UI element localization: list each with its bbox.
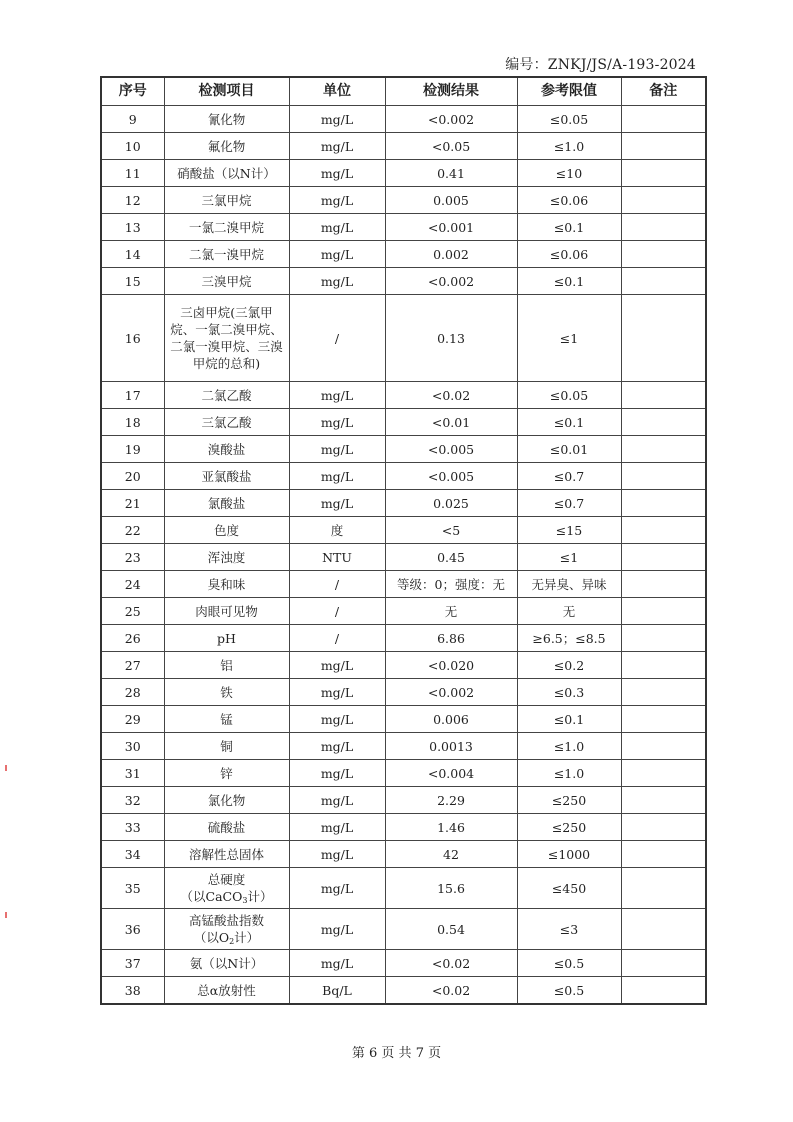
cell-item: 氰化物 (164, 106, 289, 133)
cell-item: 氨（以N计） (164, 950, 289, 977)
cell-result: <0.004 (385, 760, 517, 787)
cell-item: 一氯二溴甲烷 (164, 214, 289, 241)
table-row (101, 733, 706, 760)
table-row (101, 868, 706, 909)
cell-no: 28 (101, 679, 164, 706)
cell-limit: ≤0.06 (517, 187, 621, 214)
cell-note (621, 679, 706, 706)
subscript: 2 (229, 937, 235, 946)
cell-result: 0.002 (385, 241, 517, 268)
item-text: （以CaCO (180, 889, 243, 904)
cell-limit: ≤0.2 (517, 652, 621, 679)
cell-limit: ≤1 (517, 295, 621, 382)
cell-item: 氟化物 (164, 133, 289, 160)
cell-no: 19 (101, 436, 164, 463)
item-line: 三卤甲烷(三氯甲 (180, 305, 273, 320)
cell-limit: ≤0.3 (517, 679, 621, 706)
cell-item: 臭和味 (164, 571, 289, 598)
cell-limit: ≤0.7 (517, 490, 621, 517)
cell-item: 硝酸盐（以N计） (164, 160, 289, 187)
cell-limit: 无 (517, 598, 621, 625)
cell-result: 0.54 (385, 909, 517, 950)
cell-result: <0.001 (385, 214, 517, 241)
cell-item: 三溴甲烷 (164, 268, 289, 295)
cell-unit: mg/L (289, 268, 385, 295)
cell-unit: mg/L (289, 382, 385, 409)
cell-note (621, 733, 706, 760)
cell-unit: mg/L (289, 868, 385, 909)
cell-limit: ≤0.7 (517, 463, 621, 490)
cell-limit: ≤1.0 (517, 733, 621, 760)
table-row (101, 187, 706, 214)
cell-item: 二氯乙酸 (164, 382, 289, 409)
cell-item: 三氯甲烷 (164, 187, 289, 214)
cell-limit: ≤0.1 (517, 706, 621, 733)
cell-no: 37 (101, 950, 164, 977)
table-row (101, 544, 706, 571)
cell-limit: ≤1.0 (517, 133, 621, 160)
cell-item: 氯酸盐 (164, 490, 289, 517)
test-results-table (100, 76, 707, 1005)
table-row (101, 214, 706, 241)
cell-item: 二氯一溴甲烷 (164, 241, 289, 268)
cell-note (621, 787, 706, 814)
cell-item: 浑浊度 (164, 544, 289, 571)
cell-unit: 度 (289, 517, 385, 544)
table-row (101, 706, 706, 733)
cell-item: 锌 (164, 760, 289, 787)
cell-no: 16 (101, 295, 164, 382)
cell-result: 2.29 (385, 787, 517, 814)
cell-result: <5 (385, 517, 517, 544)
cell-limit: ≤0.1 (517, 214, 621, 241)
table-row (101, 295, 706, 382)
cell-unit: / (289, 598, 385, 625)
cell-no: 15 (101, 268, 164, 295)
cell-limit: ≤0.01 (517, 436, 621, 463)
cell-item: 铝 (164, 652, 289, 679)
cell-unit: mg/L (289, 436, 385, 463)
cell-note (621, 544, 706, 571)
cell-no: 21 (101, 490, 164, 517)
cell-result: 0.41 (385, 160, 517, 187)
cell-limit: ≤250 (517, 814, 621, 841)
cell-unit: mg/L (289, 409, 385, 436)
cell-no: 20 (101, 463, 164, 490)
cell-result: <0.005 (385, 463, 517, 490)
table-header-row (101, 77, 706, 106)
cell-note (621, 598, 706, 625)
cell-item: 亚氯酸盐 (164, 463, 289, 490)
cell-result: <0.01 (385, 409, 517, 436)
cell-result: 0.13 (385, 295, 517, 382)
cell-no: 13 (101, 214, 164, 241)
cell-unit: mg/L (289, 214, 385, 241)
cell-note (621, 436, 706, 463)
cell-no: 12 (101, 187, 164, 214)
cell-unit: mg/L (289, 133, 385, 160)
cell-item (164, 868, 289, 909)
cell-limit: ≤450 (517, 868, 621, 909)
cell-limit: ≤0.1 (517, 409, 621, 436)
cell-item (164, 909, 289, 950)
header-unit: 单位 (289, 77, 385, 106)
item-line: 甲烷的总和) (192, 356, 261, 371)
cell-note (621, 409, 706, 436)
cell-note (621, 760, 706, 787)
cell-result: 0.025 (385, 490, 517, 517)
cell-note (621, 106, 706, 133)
cell-result: 无 (385, 598, 517, 625)
table-row (101, 652, 706, 679)
cell-no: 17 (101, 382, 164, 409)
cell-note (621, 490, 706, 517)
header-remarks: 备注 (621, 77, 706, 106)
cell-unit: mg/L (289, 814, 385, 841)
table-body (101, 106, 706, 1005)
cell-unit: NTU (289, 544, 385, 571)
cell-note (621, 214, 706, 241)
cell-no: 30 (101, 733, 164, 760)
table-row (101, 133, 706, 160)
cell-limit: ≤0.5 (517, 977, 621, 1005)
cell-note (621, 133, 706, 160)
cell-note (621, 160, 706, 187)
cell-result: <0.02 (385, 382, 517, 409)
cell-unit: Bq/L (289, 977, 385, 1005)
cell-no: 36 (101, 909, 164, 950)
document-number: 编号：ZNKJ/JS/A-193-2024 (505, 57, 696, 73)
cell-note (621, 268, 706, 295)
cell-no: 23 (101, 544, 164, 571)
cell-no: 29 (101, 706, 164, 733)
cell-note (621, 814, 706, 841)
cell-unit: mg/L (289, 490, 385, 517)
cell-limit: ≤0.06 (517, 241, 621, 268)
cell-result: 0.45 (385, 544, 517, 571)
header-serial-no: 序号 (101, 77, 164, 106)
table-row (101, 625, 706, 652)
table-row (101, 106, 706, 133)
table-row (101, 268, 706, 295)
table-row (101, 490, 706, 517)
table-row (101, 160, 706, 187)
cell-item: 总α放射性 (164, 977, 289, 1005)
cell-result: 6.86 (385, 625, 517, 652)
cell-unit: / (289, 571, 385, 598)
cell-note (621, 706, 706, 733)
cell-note (621, 977, 706, 1005)
cell-note (621, 241, 706, 268)
table-row (101, 814, 706, 841)
table-row (101, 977, 706, 1005)
cell-limit: ≤15 (517, 517, 621, 544)
cell-unit: mg/L (289, 909, 385, 950)
cell-note (621, 625, 706, 652)
cell-no: 22 (101, 517, 164, 544)
cell-result: <0.02 (385, 950, 517, 977)
cell-limit: ≤0.05 (517, 106, 621, 133)
cell-note (621, 652, 706, 679)
table-row (101, 409, 706, 436)
cell-no: 18 (101, 409, 164, 436)
cell-note (621, 868, 706, 909)
cell-item: 三氯乙酸 (164, 409, 289, 436)
cell-limit: ≤1000 (517, 841, 621, 868)
cell-result: 1.46 (385, 814, 517, 841)
cell-result: <0.02 (385, 977, 517, 1005)
cell-unit: mg/L (289, 733, 385, 760)
item-text: 计） (247, 889, 273, 904)
cell-item: 锰 (164, 706, 289, 733)
cell-note (621, 841, 706, 868)
cell-result: <0.002 (385, 679, 517, 706)
cell-item: 色度 (164, 517, 289, 544)
cell-note (621, 909, 706, 950)
cell-limit: ≤10 (517, 160, 621, 187)
cell-limit: ≤1.0 (517, 760, 621, 787)
cell-unit: / (289, 295, 385, 382)
cell-note (621, 382, 706, 409)
table-row (101, 787, 706, 814)
cell-limit: ≤3 (517, 909, 621, 950)
cell-note (621, 295, 706, 382)
cell-item: 氯化物 (164, 787, 289, 814)
cell-no: 31 (101, 760, 164, 787)
cell-unit: mg/L (289, 679, 385, 706)
cell-no: 33 (101, 814, 164, 841)
cell-unit: / (289, 625, 385, 652)
table-row (101, 571, 706, 598)
item-line (181, 889, 273, 904)
cell-unit: mg/L (289, 106, 385, 133)
cell-item: 肉眼可见物 (164, 598, 289, 625)
header-result: 检测结果 (385, 77, 517, 106)
cell-unit: mg/L (289, 787, 385, 814)
subscript: 3 (242, 896, 248, 905)
cell-result: 0.0013 (385, 733, 517, 760)
cell-limit: ≤1 (517, 544, 621, 571)
cell-limit: ≤0.05 (517, 382, 621, 409)
cell-limit: ≤250 (517, 787, 621, 814)
cell-unit: mg/L (289, 160, 385, 187)
cell-unit: mg/L (289, 463, 385, 490)
cell-limit: ≤0.5 (517, 950, 621, 977)
cell-result: 0.005 (385, 187, 517, 214)
cell-no: 32 (101, 787, 164, 814)
cell-unit: mg/L (289, 950, 385, 977)
table-row (101, 436, 706, 463)
scan-edge-mark (5, 765, 7, 771)
table-row (101, 382, 706, 409)
cell-limit: ≤0.1 (517, 268, 621, 295)
cell-result: 等级：0；强度：无 (385, 571, 517, 598)
cell-no: 27 (101, 652, 164, 679)
item-line: 高锰酸盐指数 (188, 913, 264, 928)
cell-item (164, 295, 289, 382)
cell-no: 11 (101, 160, 164, 187)
cell-result: <0.002 (385, 268, 517, 295)
table-row (101, 598, 706, 625)
table-row (101, 841, 706, 868)
table-row (101, 760, 706, 787)
item-line: 二氯一溴甲烷、三溴 (170, 339, 283, 354)
cell-no: 35 (101, 868, 164, 909)
cell-item: 硫酸盐 (164, 814, 289, 841)
cell-no: 10 (101, 133, 164, 160)
cell-result: 15.6 (385, 868, 517, 909)
cell-no: 26 (101, 625, 164, 652)
cell-result: <0.005 (385, 436, 517, 463)
cell-result: 42 (385, 841, 517, 868)
cell-no: 25 (101, 598, 164, 625)
cell-unit: mg/L (289, 760, 385, 787)
cell-result: <0.05 (385, 133, 517, 160)
cell-result: <0.020 (385, 652, 517, 679)
cell-note (621, 571, 706, 598)
table-row (101, 679, 706, 706)
cell-item: 铁 (164, 679, 289, 706)
scan-edge-mark (5, 912, 7, 918)
cell-note (621, 187, 706, 214)
cell-unit: mg/L (289, 841, 385, 868)
item-line (194, 930, 259, 945)
cell-limit: ≥6.5；≤8.5 (517, 625, 621, 652)
cell-no: 9 (101, 106, 164, 133)
table-row (101, 517, 706, 544)
cell-unit: mg/L (289, 706, 385, 733)
table-row (101, 241, 706, 268)
page-footer: 第 6 页 共 7 页 (351, 1046, 442, 1061)
cell-no: 14 (101, 241, 164, 268)
cell-no: 24 (101, 571, 164, 598)
cell-item: 溴酸盐 (164, 436, 289, 463)
table-row (101, 950, 706, 977)
cell-unit: mg/L (289, 652, 385, 679)
cell-no: 34 (101, 841, 164, 868)
item-line: 总硬度 (207, 872, 246, 887)
table-row (101, 463, 706, 490)
item-text: 计） (234, 930, 260, 945)
cell-result: <0.002 (385, 106, 517, 133)
cell-note (621, 517, 706, 544)
cell-item: 铜 (164, 733, 289, 760)
item-line: 烷、一氯二溴甲烷、 (170, 322, 283, 337)
cell-result: 0.006 (385, 706, 517, 733)
cell-unit: mg/L (289, 187, 385, 214)
header-test-item: 检测项目 (164, 77, 289, 106)
cell-limit: 无异臭、异味 (517, 571, 621, 598)
cell-unit: mg/L (289, 241, 385, 268)
item-text: （以O (193, 930, 230, 945)
header-reference-limit: 参考限值 (517, 77, 621, 106)
cell-item: pH (164, 625, 289, 652)
cell-no: 38 (101, 977, 164, 1005)
table-row (101, 909, 706, 950)
cell-note (621, 950, 706, 977)
cell-item: 溶解性总固体 (164, 841, 289, 868)
cell-note (621, 463, 706, 490)
